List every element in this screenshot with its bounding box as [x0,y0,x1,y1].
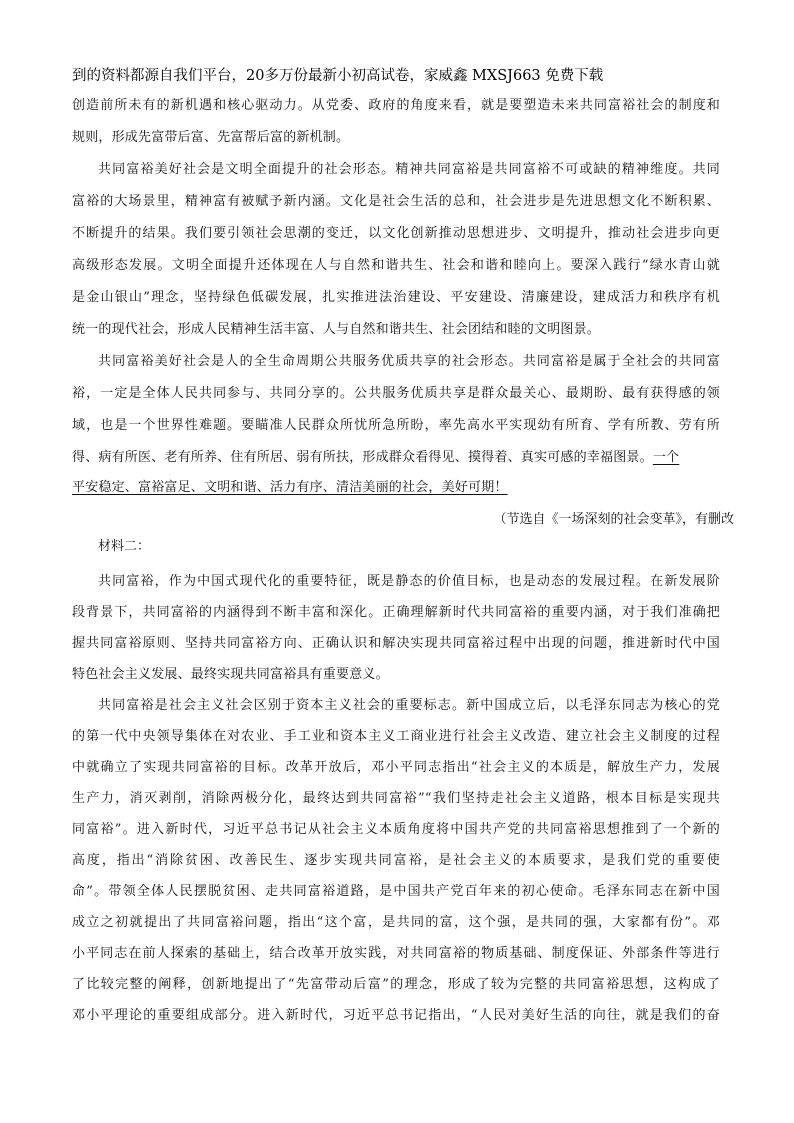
section-heading: 材料二： [98,539,151,554]
text-line: 规则，形成先富带后富、先富帮后富的新机制。 [72,130,350,145]
underlined-text: 一个 [652,450,680,465]
text-segment: 得、病有所医、老有所养、住有所居、弱有所扶，形成群众看得见、摸得着、真实可感的幸福图景。 [72,450,653,465]
text-line: 生产力，消灭剥削，消除两极分化，最终达到共同富裕”“我们坚持走社会主义道路，根本目标是实现共 [72,791,720,806]
watermark-header: 到的资料都源自我们平台，20多万份最新小初高试卷，家威鑫 MXSJ663 免费下载 [72,68,604,84]
text-line: 统一的现代社会，形成人民精神生活丰富、人与自然和谐共生、社会团结和睦的文明图景。 [72,322,601,337]
text-line: 握共同富裕原则、坚持共同富裕方向、正确认识和解决实现共同富裕过程中出现的问题，推进新时代中国 [72,636,720,651]
text-line: 段背景下，共同富裕的内涵得到不断丰富和深化。正确理解新时代共同富裕的重要内涵，对于我们准确把 [72,605,720,620]
text-line: 邓小平理论的重要组成部分。进入新时代，习近平总书记指出，“人民对美好生活的向往，就是我们的奋 [72,1008,720,1023]
text-line: 的第一代中央领导集体在对农业、手工业和资本主义工商业进行社会主义改造、建立社会主义制度的过程 [72,729,720,744]
text-line: 共同富裕是社会主义社会区别于资本主义社会的重要标志。新中国成立后，以毛泽东同志为核心的党 [98,698,720,713]
text-line: 共同富裕美好社会是人的全生命周期公共服务优质共享的社会形态。共同富裕是属于全社会的共同富 [98,354,720,369]
text-line: 裕，一定是全体人民共同参与、共同分享的。公共服务优质共享是群众最关心、最期盼、最有获得感的领 [72,386,720,401]
text-line: 成立之初就提出了共同富裕问题，指出“这个富，是共同的富，这个强，是共同的强，大家都有份”。邓 [72,915,720,930]
text-line: 是金山银山”理念，坚持绿色低碳发展，扎实推进法治建设、平安建设、清廉建设，建成活力和秩序有机 [72,290,720,305]
underlined-text: 平安稳定、富裕富足、文明和谐、活力有序、清洁美丽的社会，美好可期！ [72,480,508,495]
text-line: 不断提升的结果。我们要引领社会思潮的变迁，以文化创新推动思想进步、文明提升，推动社会进步向更 [72,226,720,241]
text-line: 共同富裕美好社会是文明全面提升的社会形态。精神共同富裕是共同富裕不可或缺的精神维度。共同 [98,162,720,177]
text-line: 创造前所未有的新机遇和核心驱动力。从党委、政府的角度来看，就是要塑造未来共同富裕社会的制度和 [72,98,720,113]
text-line: 高级形态发展。文明全面提升还体现在人与自然和谐共生、社会和谐和睦向上。要深入践行“绿水青山就 [72,258,720,273]
text-line: 命”。带领全体人民摆脱贫困、走共同富裕道路，是中国共产党百年来的初心使命。毛泽东同志在新中国 [72,884,720,899]
text-line [72,446,720,470]
text-line: 共同富裕，作为中国式现代化的重要特征，既是静态的价值目标，也是动态的发展过程。在新发展阶 [98,574,720,589]
text-line: 小平同志在前人探索的基础上，结合改革开放实践，对共同富裕的物质基础、制度保证、外部条件等进行 [72,946,720,961]
source-citation: （节选自《一场深刻的社会变革》，有删改 [493,512,734,527]
text-line: 富裕的大场景里，精神富有被赋予新内涵。文化是社会生活的总和，社会进步是先进思想文化不断积累、 [72,194,720,209]
text-line: 同富裕”。进入新时代，习近平总书记从社会主义本质角度将中国共产党的共同富裕思想推到了一个新的 [72,822,720,837]
text-line: 了比较完整的阐释，创新地提出了“先富带动后富”的理念，形成了较为完整的共同富裕思想，这构成了 [72,977,720,992]
text-line: 特色社会主义发展、最终实现共同富裕具有重要意义。 [72,667,389,682]
text-line: 域，也是一个世界性难题。要瞄准人民群众所忧所急所盼，率先高水平实现幼有所育、学有所教、劳有所 [72,418,720,433]
text-line: 高度，指出“消除贫困、改善民生、逐步实现共同富裕，是社会主义的本质要求，是我们党的重要使 [72,853,720,868]
text-line: 中就确立了实现共同富裕的目标。改革开放后，邓小平同志指出“社会主义的本质是，解放生产力，发展 [72,760,720,775]
text-line [72,476,720,500]
